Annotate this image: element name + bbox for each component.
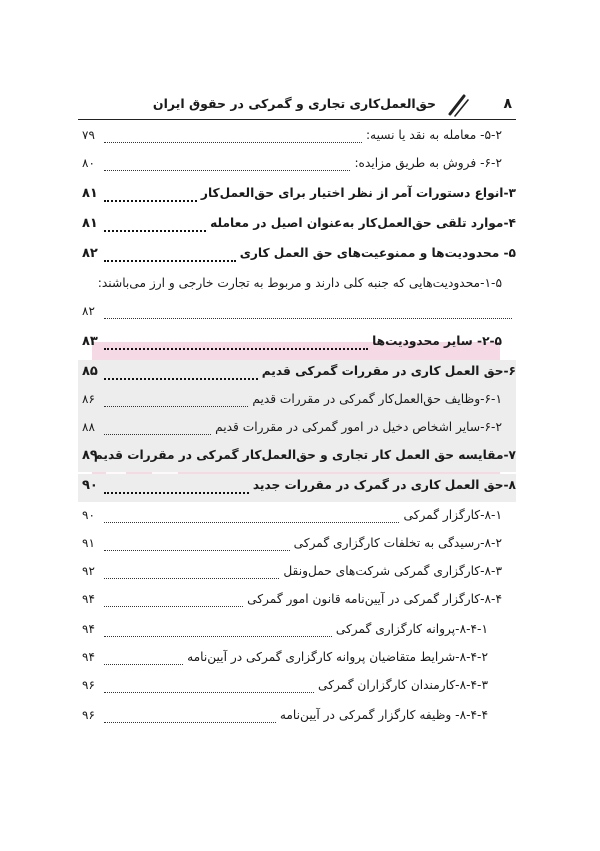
toc-leader-dots — [104, 308, 512, 319]
page-header — [78, 94, 516, 120]
toc-page-number: ۹۰ — [82, 508, 95, 522]
toc-entry — [78, 272, 516, 300]
toc-leader-dots — [104, 250, 236, 262]
toc-entry — [78, 474, 516, 502]
toc-entry-title: ۸-۴-۱-پروانه کارگزاری گمرکی — [335, 622, 488, 636]
toc-leader-dots — [104, 568, 279, 579]
toc-entry — [78, 444, 516, 472]
toc-page-number: ۸۱ — [82, 216, 98, 231]
toc-page-number: ۹۰ — [82, 478, 98, 493]
toc-entry — [78, 360, 516, 388]
toc-entry — [78, 560, 516, 588]
toc-leader-dots — [104, 512, 399, 523]
toc-entry — [78, 212, 516, 240]
toc-entry-title: ۲-۵- سایر محدودیت‌ها — [372, 334, 502, 348]
toc-entry — [78, 242, 516, 270]
toc-page-number: ۸۸ — [82, 420, 95, 434]
toc-entry — [78, 416, 516, 444]
toc-page-number: ۹۱ — [82, 536, 95, 550]
toc-leader-dots — [104, 682, 314, 693]
toc-leader-dots — [104, 596, 243, 607]
toc-leader-dots — [104, 396, 248, 407]
toc-page-number: ۹۴ — [82, 650, 95, 664]
header-rule — [78, 119, 516, 120]
toc-entry — [78, 388, 516, 416]
toc-entry-title: ۶-۱-وظایف حق‌العمل‌کار گمرکی در مقررات قدیم — [252, 392, 502, 406]
toc-entry-title: ۸-حق العمل کاری در گمرک در مقررات جدید — [252, 478, 516, 492]
toc-entry — [78, 674, 516, 702]
toc-entry-title: ۸-۳-کارگزاری گمرکی شرکت‌های حمل‌ونقل — [283, 564, 502, 578]
toc-leader-dots — [104, 132, 362, 143]
toc-entry-title: ۷-مقایسه حق العمل کار تجاری و حق‌العمل‌کار گمرکی در مقررات قدیم — [93, 448, 516, 462]
toc-entry — [78, 588, 516, 616]
toc-entry — [78, 124, 516, 152]
toc-leader-dots — [104, 424, 211, 435]
toc-page-number: ۹۲ — [82, 564, 95, 578]
toc-entry-title: ۸-۴-۴- وظیفه کارگزار گمرکی در آیین‌نامه — [279, 708, 488, 722]
toc-entry — [78, 532, 516, 560]
toc-page-number: ۸۳ — [82, 334, 98, 349]
toc-page-number: ۹۶ — [82, 708, 95, 722]
page-number: ۸ — [503, 96, 512, 112]
toc-entry — [78, 504, 516, 532]
toc-entry-title: ۶-۲-سایر اشخاص دخیل در امور گمرکی در مقررات قدیم — [215, 420, 502, 434]
toc-entry-title: ۸-۴-۲-شرایط متقاضیان پروانه کارگزاری گمرکی در آیین‌نامه — [187, 650, 488, 664]
toc-entry — [78, 618, 516, 646]
toc-entry-title: ۶-۲- فروش به طریق مزایده: — [354, 156, 502, 170]
toc-entry — [78, 152, 516, 180]
toc-entry-title: ۱-۵-محدودیت‌هایی که جنبه کلی دارند و مربوط به تجارت خارجی و ارز می‌باشند: — [97, 276, 502, 290]
toc-leader-dots — [104, 626, 332, 637]
toc-entry-title: ۶-حق العمل کاری در مقررات گمرکی قدیم — [261, 364, 516, 378]
pen-icon — [446, 92, 470, 118]
toc-leader-dots — [104, 220, 206, 232]
toc-page-number: ۸۹ — [82, 448, 98, 463]
toc-leader-dots — [104, 712, 276, 723]
toc-page-number: ۹۴ — [82, 592, 95, 606]
toc-entry-title: ۸-۴-کارگزار گمرکی در آیین‌نامه قانون امور گمرکی — [247, 592, 502, 606]
toc-entry — [78, 300, 516, 328]
toc-leader-dots — [104, 654, 183, 665]
toc-entry-title: ۵-۲- معامله به نقد یا نسیه: — [365, 128, 502, 142]
toc-leader-dots — [104, 368, 258, 380]
toc-entry — [78, 182, 516, 210]
toc-page-number: ۷۹ — [82, 128, 95, 142]
toc-page-number: ۸۲ — [82, 304, 95, 318]
toc-entry-title: ۵- محدودیت‌ها و ممنوعیت‌های حق العمل کاری — [239, 246, 516, 260]
toc-entry-title: ۴-موارد تلقی حق‌العمل‌کار به‌عنوان اصیل در معامله — [210, 216, 516, 230]
toc-leader-dots — [104, 482, 249, 494]
toc-leader-dots — [104, 190, 197, 202]
toc-page-number: ۸۱ — [82, 186, 98, 201]
toc-entry-title: ۸-۴-۳-کارمندان کارگزاران گمرکی — [318, 678, 488, 692]
toc-entry — [78, 330, 516, 358]
toc-entry — [78, 646, 516, 674]
toc-leader-dots — [104, 338, 368, 350]
toc-page-number: ۸۶ — [82, 392, 95, 406]
toc-entry — [78, 704, 516, 732]
toc-leader-dots — [104, 540, 290, 551]
toc-page-number: ۸۲ — [82, 246, 98, 261]
running-title: حق‌العمل‌کاری تجاری و گمرکی در حقوق ایران — [152, 96, 436, 111]
toc-entry-title: ۸-۱-کارگزار گمرکی — [403, 508, 502, 522]
toc-leader-dots — [104, 160, 350, 171]
toc-entry-title: ۸-۲-رسیدگی به تخلفات کارگزاری گمرکی — [293, 536, 502, 550]
toc-page-number: ۸۵ — [82, 364, 98, 379]
toc-page-number: ۸۰ — [82, 156, 95, 170]
toc-page-number: ۹۴ — [82, 622, 95, 636]
toc-page-number: ۹۶ — [82, 678, 95, 692]
toc-entry-title: ۳-انواع دستورات آمر از نظر اختیار برای حق‌العمل‌کار — [200, 186, 516, 200]
